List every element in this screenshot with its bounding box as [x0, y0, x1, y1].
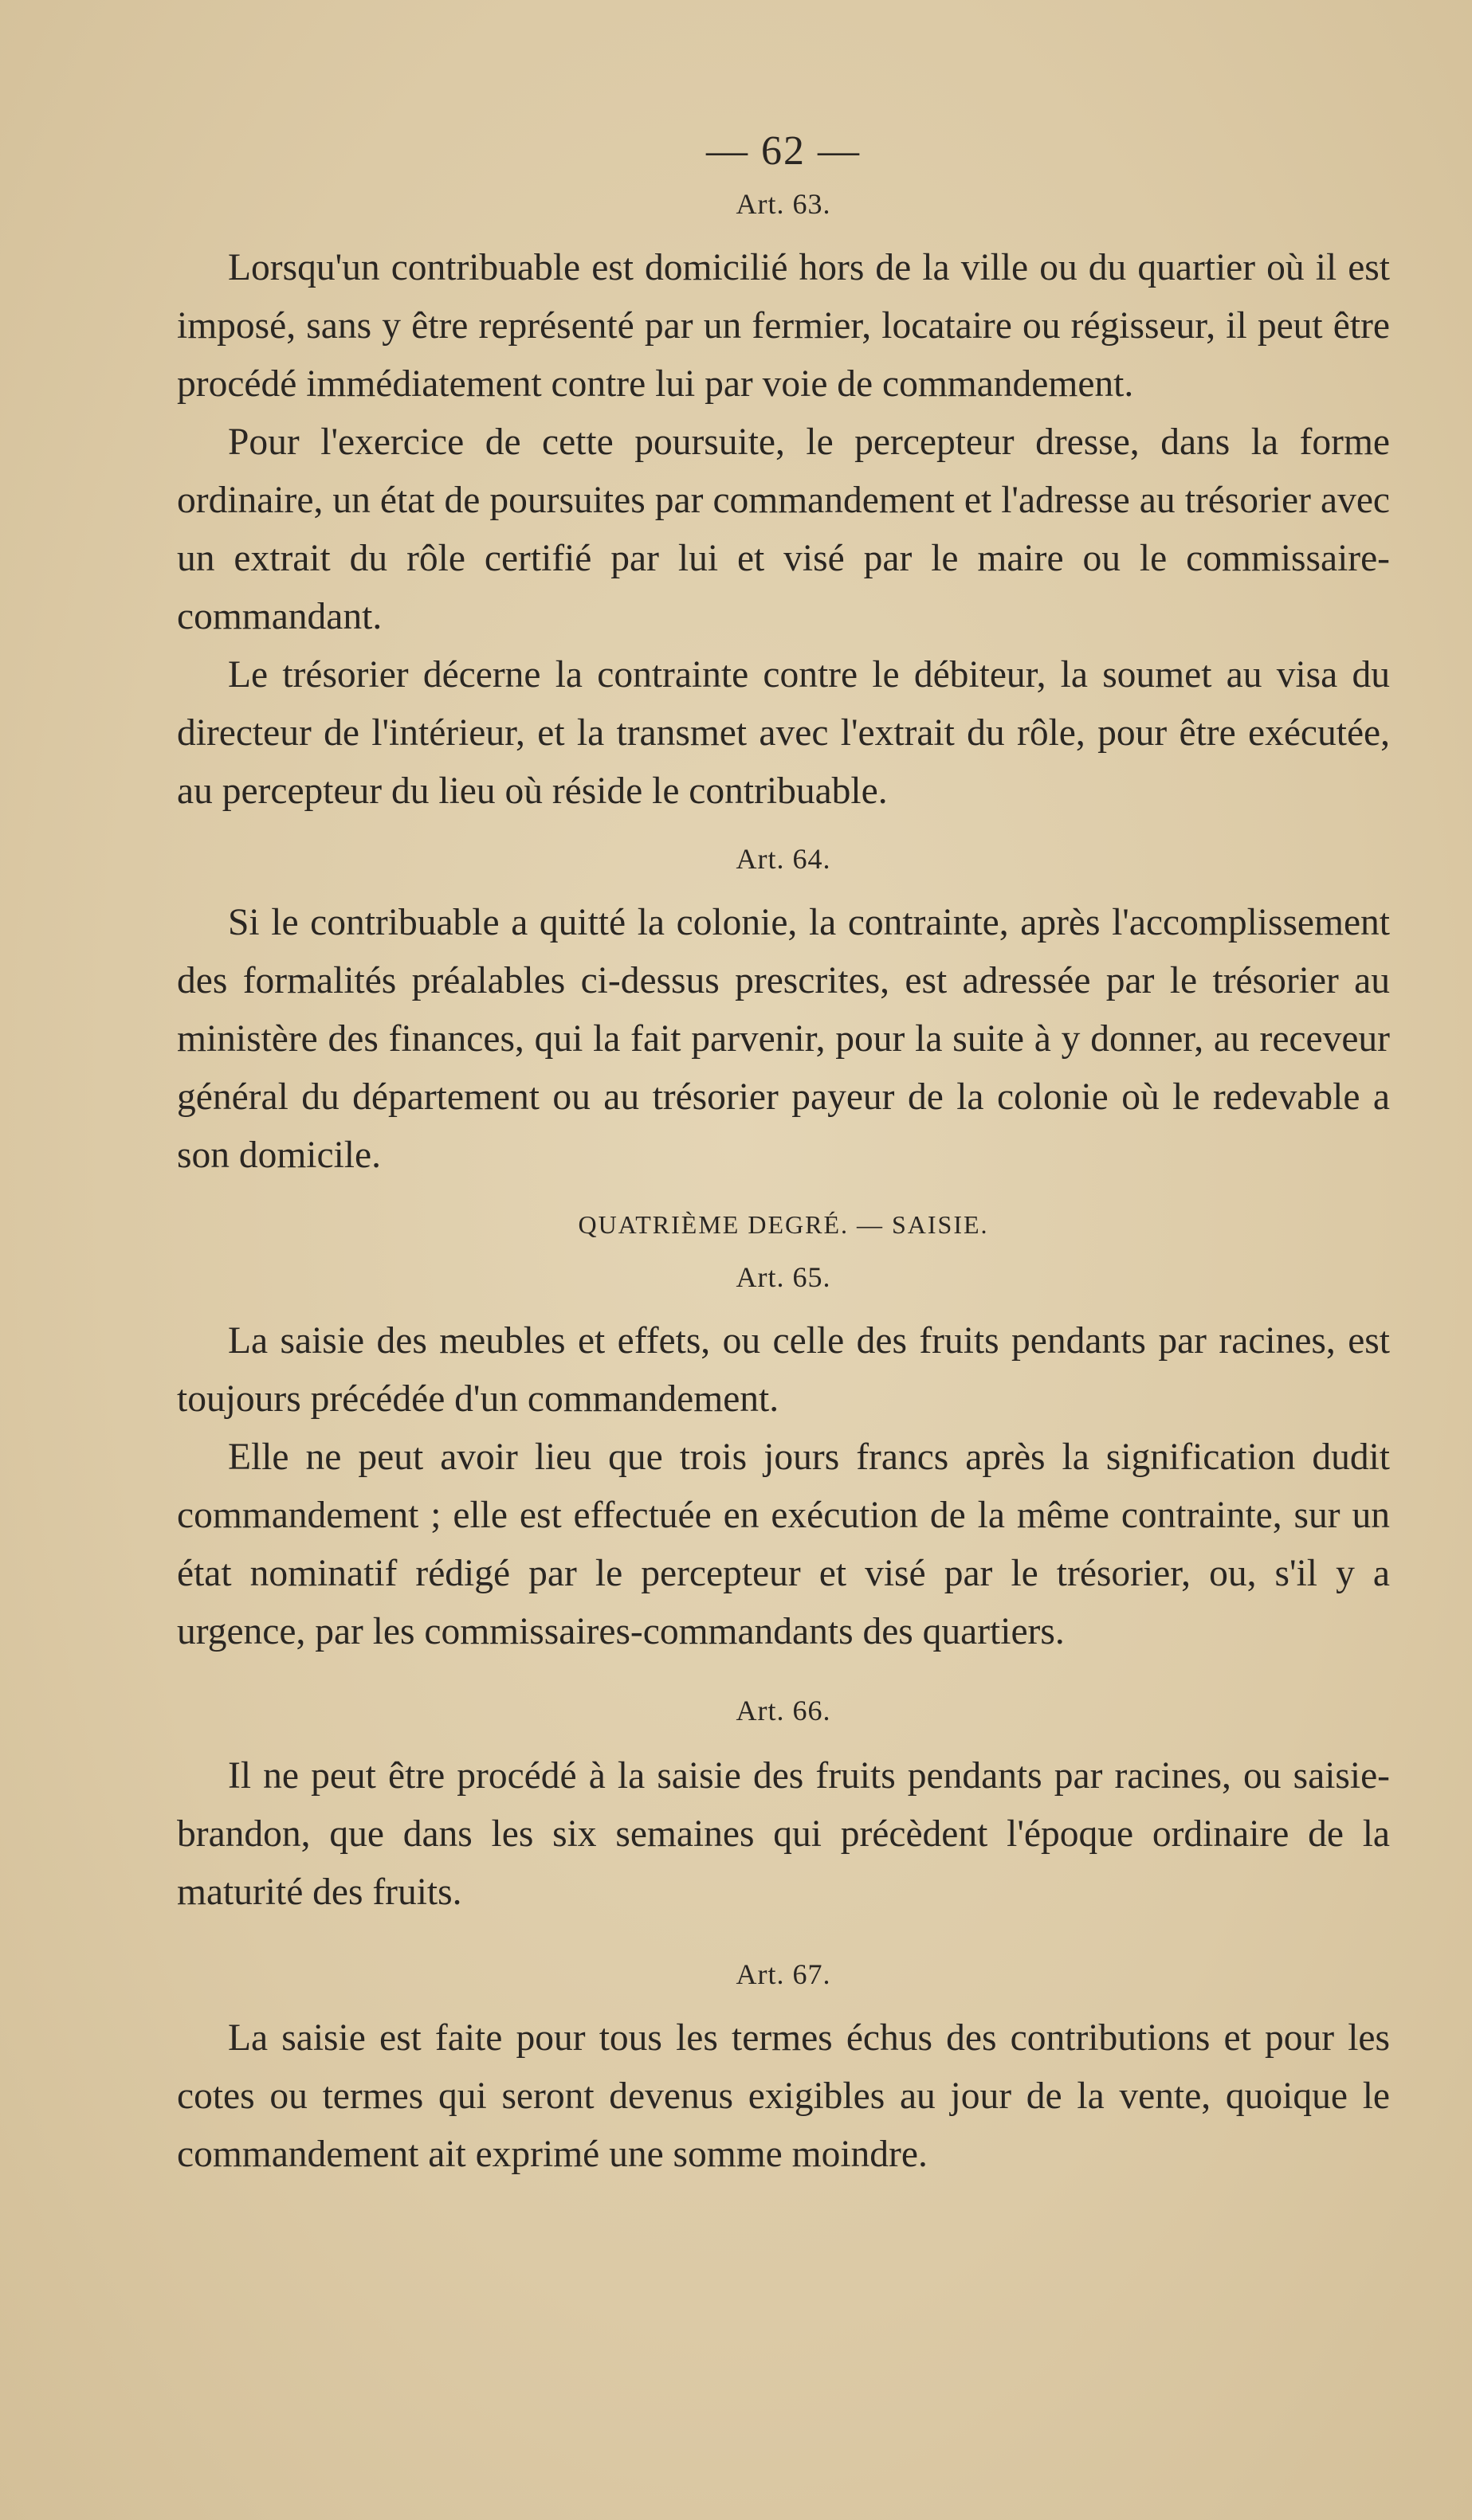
article-63-heading: Art. 63.: [736, 188, 831, 220]
page-text: [177, 127, 1390, 2184]
article-63-paragraph-1: Lorsqu'un contribuable est domicilié hors de la ville ou du quartier où il est imposé, sans y être représenté par un fermier, locataire ou régisseur, il peut être procédé immédiatement contre lui par voie de commandement.: [177, 247, 1390, 405]
article-63-paragraph-2: Pour l'exercice de cette poursuite, le percepteur dresse, dans la forme ordinaire, un état de poursuites par commandement et l'adresse au trésorier avec un extrait du rôle certifié par lui et visé par le maire ou le commissaire-commandant.: [177, 421, 1390, 637]
article-64-heading: Art. 64.: [736, 843, 831, 875]
article-66-heading: Art. 66.: [736, 1695, 831, 1726]
article-64-paragraph-1: Si le contribuable a quitté la colonie, la contrainte, après l'accomplissement des formalités préalables ci-dessus prescrites, est adressée par le trésorier au ministère des finances, qui la fait parvenir, pour la suite à y donner, au receveur général du département ou au trésorier payeur de la colonie où le redevable a son domicile.: [177, 902, 1390, 1176]
section-title: QUATRIÈME DEGRÉ. — SAISIE.: [578, 1210, 989, 1239]
article-65-heading: Art. 65.: [736, 1261, 831, 1293]
article-67-heading: Art. 67.: [736, 1958, 831, 1990]
article-66-paragraph-1: Il ne peut être procédé à la saisie des fruits pendants par racines, ou saisie-brandon, que dans les six semaines qui précèdent l'époque ordinaire de la maturité des fruits.: [177, 1755, 1390, 1913]
article-65-paragraph-2: Elle ne peut avoir lieu que trois jours francs après la signification dudit commandement ; elle est effectuée en exécution de la même contrainte, sur un état nominatif rédigé par le percepteur et visé par le trésorier, ou, s'il y a urgence, par les commissaires-commandants des quartiers.: [177, 1436, 1390, 1652]
page-number: — 62 —: [706, 128, 861, 174]
article-65-paragraph-1: La saisie des meubles et effets, ou celle des fruits pendants par racines, est toujours précédée d'un commandement.: [177, 1320, 1390, 1420]
article-63-paragraph-3: Le trésorier décerne la contrainte contre le débiteur, la soumet au visa du directeur de l'intérieur, et la transmet avec l'extrait du rôle, pour être exécutée, au percepteur du lieu où réside le contribuable.: [177, 654, 1390, 812]
article-67-paragraph-1: La saisie est faite pour tous les termes échus des contributions et pour les cotes ou termes qui seront devenus exigibles au jour de la vente, quoique le commandement ait exprimé une somme moindre.: [177, 2017, 1390, 2175]
